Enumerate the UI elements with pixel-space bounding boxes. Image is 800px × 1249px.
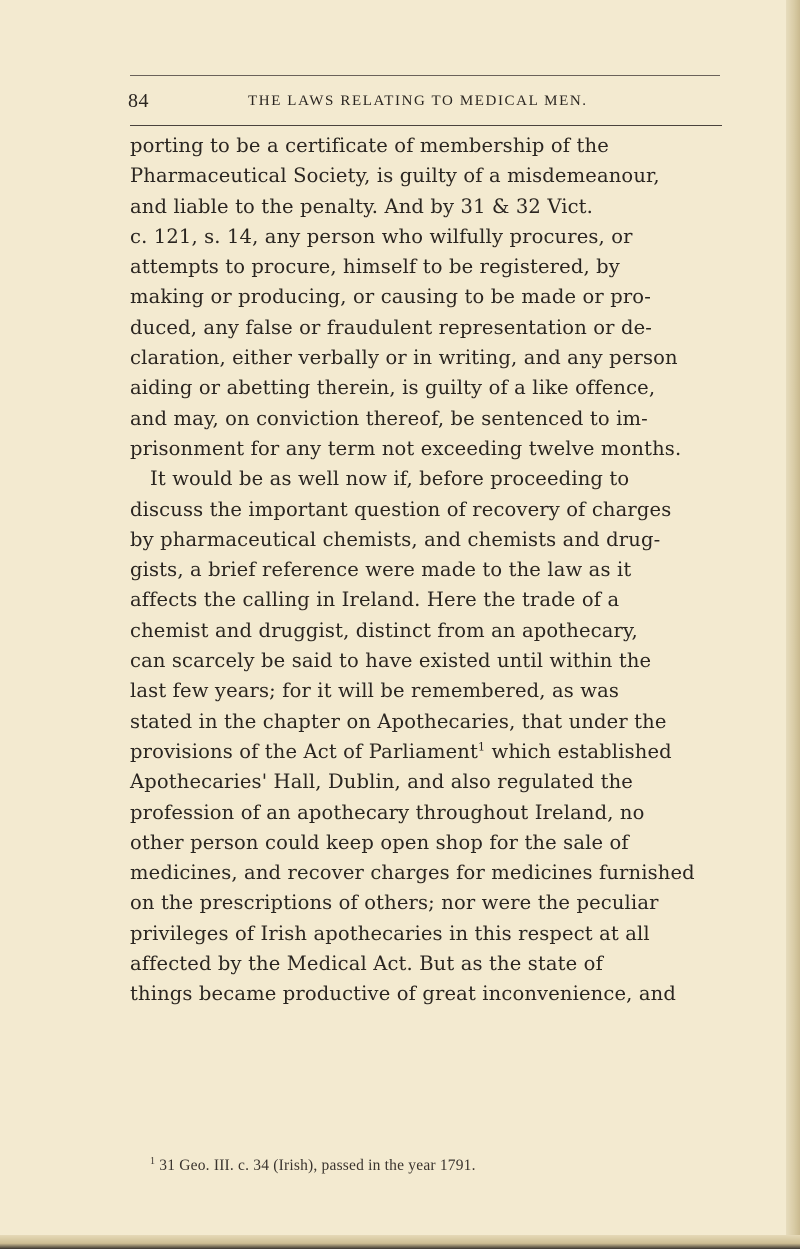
text-line: It would be as well now if, before proceeding to (150, 467, 630, 491)
text-line: duced, any false or fraudulent representation or de- (130, 315, 653, 339)
text-line: Pharmaceutical Society, is guilty of a misdemeanour, (130, 164, 660, 188)
footnote-text: 31 Geo. III. c. 34 (Irish), passed in the year 1791. (155, 1157, 476, 1174)
text-line: by pharmaceutical chemists, and chemists and drug- (130, 527, 661, 551)
page-header (128, 90, 726, 120)
text-segment: which established (485, 739, 672, 763)
text-line: claration, either verbally or in writing, and any person (130, 346, 678, 370)
footnote (150, 1157, 476, 1175)
body-text (130, 131, 726, 1010)
text-line: privileges of Irish apothecaries in this respect at all (130, 921, 650, 945)
text-line: medicines, and recover charges for medicines furnished (130, 861, 695, 885)
text-line: making or producing, or causing to be made or pro- (130, 285, 651, 309)
text-line: last few years; for it will be remembered, as was (130, 679, 620, 703)
text-line: aiding or abetting therein, is guilty of a like offence, (130, 376, 656, 400)
header-rule (130, 125, 722, 126)
text-line: prisonment for any term not exceeding twelve months. (130, 436, 682, 460)
text-line: gists, a brief reference were made to the law as it (130, 558, 632, 582)
text-line: and may, on conviction thereof, be sentenced to im- (130, 406, 648, 430)
text-line: affects the calling in Ireland. Here the trade of a (130, 588, 620, 612)
page-edge-bottom (0, 1235, 800, 1249)
text-line-with-footnote (130, 737, 726, 767)
running-head: THE LAWS RELATING TO MEDICAL MEN. (248, 93, 588, 109)
text-line: stated in the chapter on Apothecaries, that under the (130, 709, 667, 733)
text-line: c. 121, s. 14, any person who wilfully procures, or (130, 224, 633, 248)
text-line: can scarcely be said to have existed until within the (130, 649, 652, 673)
text-line: porting to be a certificate of membership of the (130, 134, 609, 157)
text-line: discuss the important question of recovery of charges (130, 497, 672, 521)
text-line: things became productive of great inconvenience, and (130, 982, 676, 1006)
footnote-reference: 1 (478, 740, 486, 754)
text-line: attempts to procure, himself to be registered, by (130, 255, 620, 279)
text-segment: provisions of the Act of Parliament (130, 739, 478, 763)
text-line: other person could keep open shop for the sale of (130, 830, 629, 854)
text-line: on the prescriptions of others; nor were the peculiar (130, 891, 659, 915)
text-line: profession of an apothecary throughout Ireland, no (130, 800, 645, 824)
text-line: Apothecaries' Hall, Dublin, and also regulated the (130, 770, 633, 794)
text-line: chemist and druggist, distinct from an apothecary, (130, 618, 638, 642)
page-edge-right (786, 0, 800, 1249)
text-line: and liable to the penalty. And by 31 & 32 Vict. (130, 194, 594, 218)
footnote-marker: 1 (150, 1155, 156, 1167)
page-number: 84 (128, 90, 149, 112)
top-rule (130, 75, 720, 76)
text-line: affected by the Medical Act. But as the state of (130, 952, 603, 976)
